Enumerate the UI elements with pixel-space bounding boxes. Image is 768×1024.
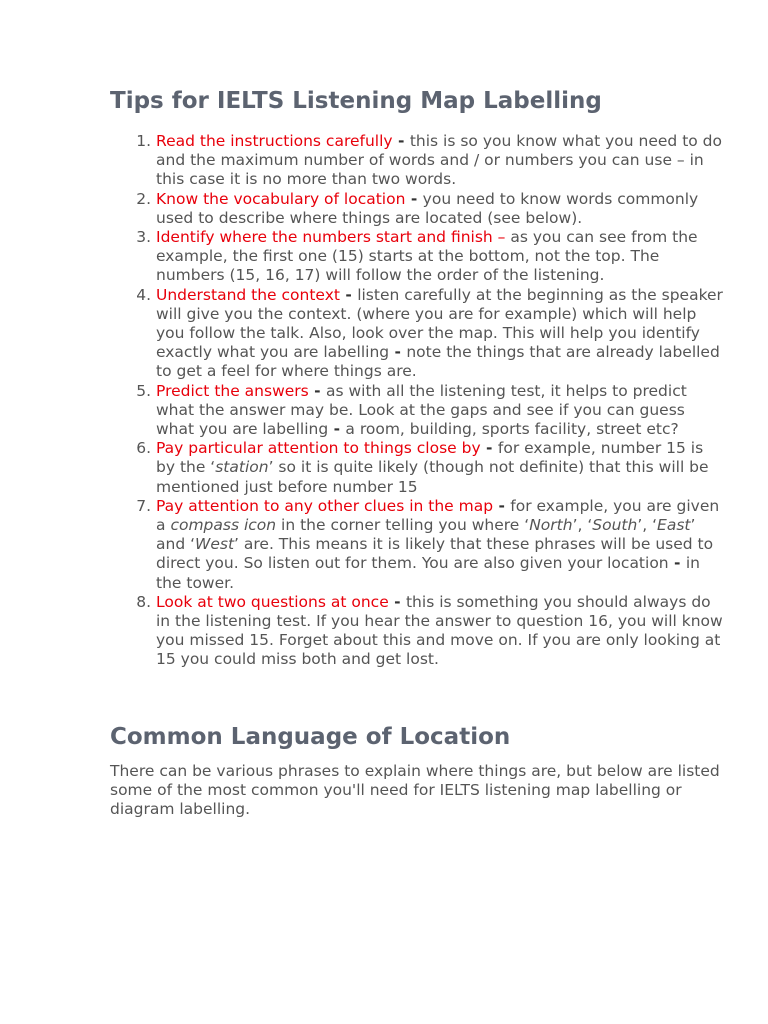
tip-separator: -: [405, 189, 423, 208]
tip-body: in the corner telling you where ‘: [276, 516, 530, 535]
tip-separator: -: [392, 132, 410, 150]
page-title: Tips for IELTS Listening Map Labelling: [110, 88, 602, 114]
tip-body: for example, number 15 is by the ‘: [156, 439, 704, 477]
tip-separator: –: [492, 228, 511, 247]
emphasis-text: compass icon: [170, 516, 277, 535]
tip-heading: Understand the context: [156, 285, 340, 304]
list-item: [156, 497, 725, 593]
tip-heading: Predict the answers: [156, 381, 309, 400]
tip-body: ’, ‘: [572, 516, 593, 535]
section-intro: There can be various phrases to explain where things are, but below are listed some of the most common you'll need for IELTS listening map labelling or diagram labelling.: [110, 761, 720, 819]
tip-body: a room, building, sports facility, street etc?: [345, 420, 679, 439]
list-item: [156, 132, 725, 190]
article: [110, 86, 725, 819]
tip-body: ’, ‘: [637, 516, 658, 535]
emphasis-text: station: [215, 458, 269, 477]
tip-heading: Know the vocabulary of location: [156, 189, 406, 208]
tip-heading: Pay attention to any other clues in the map: [156, 496, 494, 515]
list-item: [156, 228, 725, 286]
list-item: [156, 286, 725, 382]
tip-body: this is so you know what you need to do and the maximum number of words and / or numbers you can use – in this case it is no more than two words.: [156, 132, 723, 189]
tip-body: you need to know words commonly used to describe where things are located (see below).: [156, 189, 699, 227]
tip-body: listen carefully at the beginning as the speaker will give you the context. (where you are for example) which will help you follow the talk. Also, look over the map. This will help you identify exactly what you are labelling: [156, 285, 723, 362]
tip-separator: -: [308, 381, 326, 400]
tip-separator: -: [668, 554, 686, 573]
tip-heading: Pay particular attention to things close by: [156, 439, 481, 458]
list-item: [156, 593, 725, 670]
tip-body: note the things that are already labelled to get a feel for where things are.: [156, 343, 720, 381]
emphasis-text: North: [529, 516, 573, 535]
tip-heading: Look at two questions at once: [156, 592, 389, 611]
list-item: [156, 439, 725, 497]
tip-body: for example, you are given a: [156, 496, 720, 535]
tip-separator: -: [493, 496, 511, 515]
tip-separator: -: [388, 592, 406, 611]
list-item: [156, 190, 725, 228]
emphasis-text: South: [592, 516, 638, 535]
tip-separator: -: [339, 285, 358, 304]
tip-separator: -: [480, 439, 498, 458]
location-section: [110, 722, 725, 820]
tip-heading: Identify where the numbers start and finish: [156, 228, 493, 247]
emphasis-text: East: [657, 516, 691, 535]
emphasis-text: West: [195, 535, 235, 554]
tip-separator: -: [389, 343, 407, 362]
section-heading: Common Language of Location: [110, 723, 511, 750]
tip-body: ’ so it is quite likely (though not definite) that this will be mentioned just before number 15: [156, 458, 709, 496]
tips-list: [110, 132, 725, 670]
tip-body: ’ are. This means it is likely that these phrases will be used to direct you. So listen out for them. You are also given your location: [156, 535, 714, 573]
tip-body: as you can see from the example, the first one (15) starts at the bottom, not the top. The numbers (15, 16, 17) will follow the order of the listening.: [156, 228, 698, 285]
tip-body: this is something you should always do in the listening test. If you hear the answer to question 16, you will know you missed 15. Forget about this and move on. If you are only looking at 15 you could miss both and get lost.: [156, 592, 723, 669]
tip-heading: Read the instructions carefully: [156, 132, 393, 150]
tip-separator: -: [328, 420, 346, 439]
tip-body: as with all the listening test, it helps to predict what the answer may be. Look at the gaps and see if you can guess what you are labelling: [156, 381, 687, 439]
tip-body: ’ and ‘: [156, 516, 696, 554]
list-item: [156, 382, 725, 440]
tip-body: in the tower.: [156, 554, 701, 592]
